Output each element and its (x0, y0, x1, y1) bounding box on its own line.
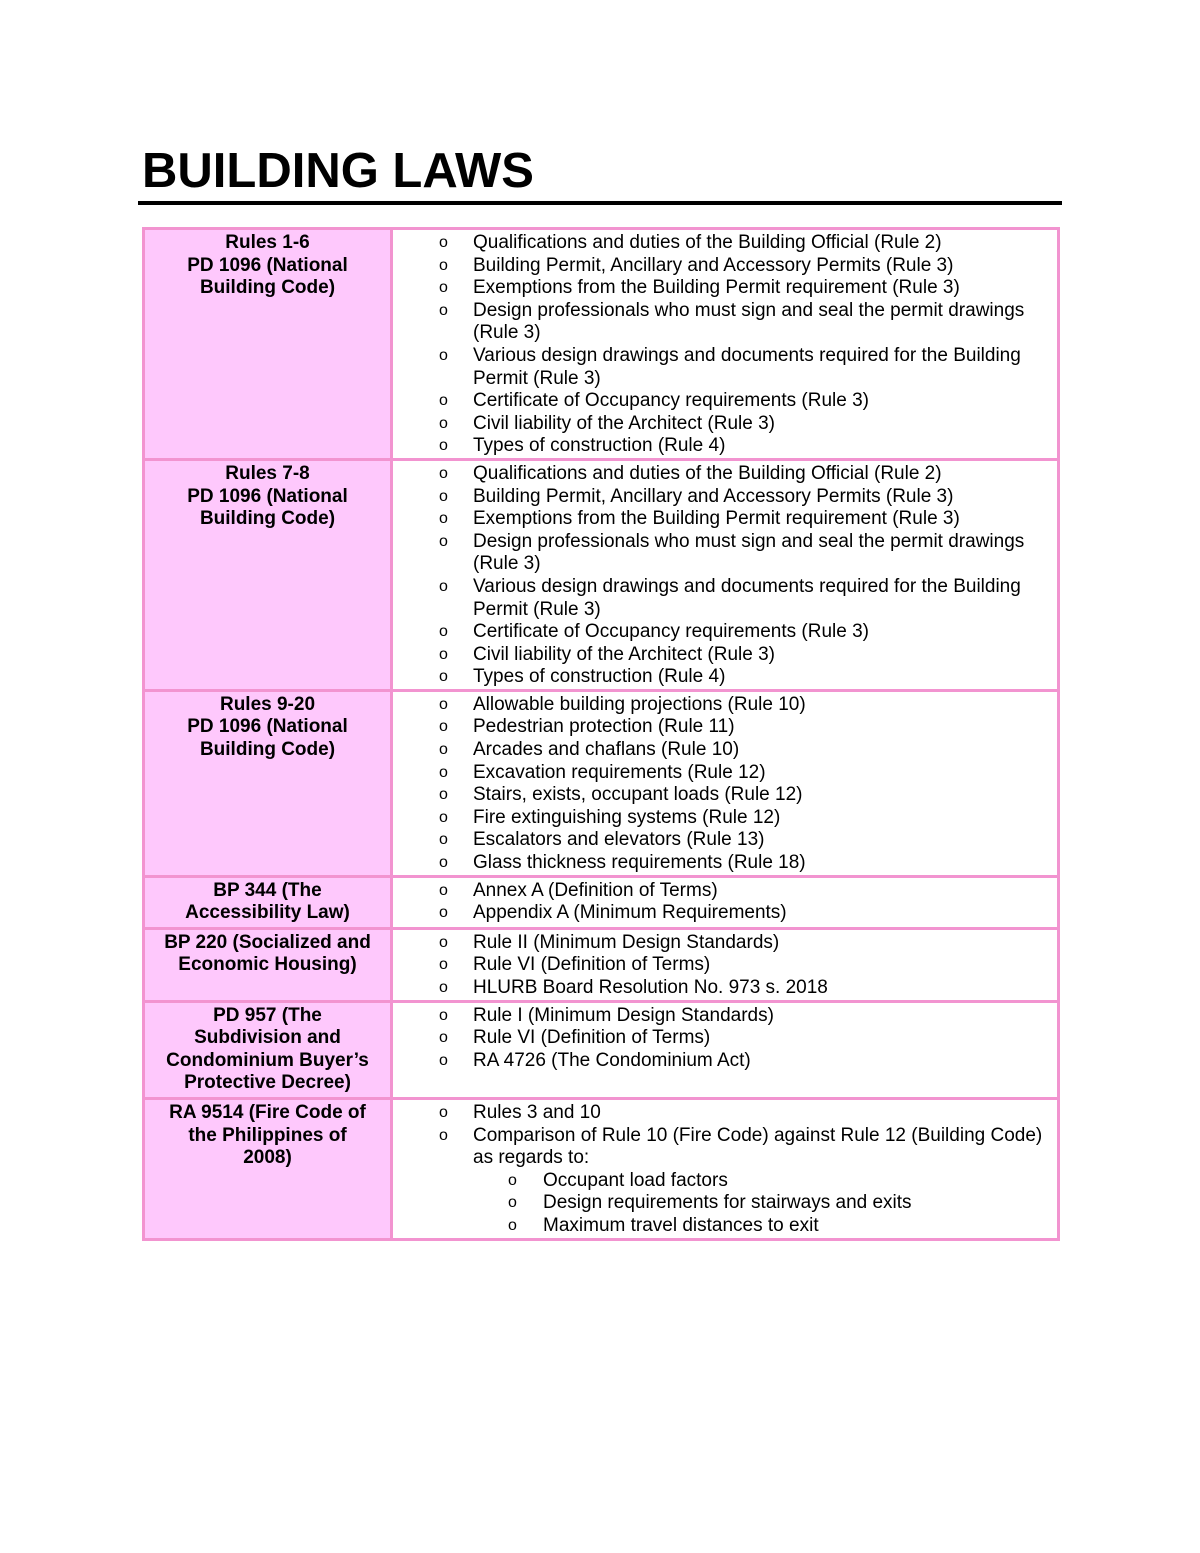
bullet-icon: o (439, 346, 448, 364)
law-name-line: Economic Housing) (178, 954, 357, 976)
topic-item (393, 1027, 1049, 1050)
law-name-line: PD 1096 (National (187, 254, 348, 276)
topics-list (393, 932, 1049, 1000)
law-name-cell (144, 690, 392, 876)
bullet-icon: o (439, 668, 448, 686)
topic-item (393, 345, 1049, 390)
topic-text: Exemptions from the Building Permit requirement (Rule 3) (473, 277, 960, 299)
topic-text: Building Permit, Ancillary and Accessory Permits (Rule 3) (473, 254, 954, 276)
bullet-icon: o (439, 256, 448, 274)
bullet-icon: o (439, 645, 448, 663)
bullet-icon: o (439, 786, 448, 804)
law-name-line: Accessibility Law) (185, 902, 350, 924)
topics-list (393, 880, 1049, 925)
topics-list (393, 1005, 1049, 1073)
bullet-icon: o (439, 234, 448, 251)
bullet-icon: o (439, 464, 448, 482)
topic-text: Civil liability of the Architect (Rule 3) (473, 412, 775, 434)
topic-item (393, 954, 1049, 977)
bullet-icon: o (439, 623, 448, 641)
bullet-icon: o (439, 904, 448, 922)
topic-text: Rule VI (Definition of Terms) (473, 954, 711, 976)
page-title: BUILDING LAWS (142, 144, 534, 198)
topics-cell (392, 690, 1059, 876)
topic-text: Qualifications and duties of the Building Official (Rule 2) (473, 232, 942, 253)
topic-item (393, 807, 1049, 830)
topic-item (393, 621, 1049, 644)
topic-text: Fire extinguishing systems (Rule 12) (473, 806, 781, 828)
topic-text: Rule II (Minimum Design Standards) (473, 931, 780, 953)
bullet-icon: o (439, 392, 448, 410)
topics-cell (392, 459, 1059, 690)
law-row (144, 928, 1059, 1001)
law-name-line: BP 220 (Socialized and (164, 931, 371, 953)
law-name-cell (144, 1098, 392, 1239)
topic-text: Excavation requirements (Rule 12) (473, 761, 766, 783)
law-name-line: Building Code) (199, 277, 336, 299)
building-laws-table (142, 227, 1060, 1241)
bullet-icon: o (439, 532, 448, 550)
topic-text: Certificate of Occupancy requirements (Rule 3) (473, 621, 869, 643)
subtopic-text: Design requirements for stairways and exits (543, 1192, 912, 1214)
topic-item (393, 1005, 1049, 1028)
bullet-icon: o (439, 487, 448, 505)
topic-item (393, 762, 1049, 785)
law-row (144, 229, 1059, 460)
topics-list (393, 694, 1049, 875)
bullet-icon: o (439, 414, 448, 432)
topics-cell (392, 876, 1059, 928)
topic-text: Rules 3 and 10 (473, 1101, 601, 1123)
law-row (144, 1001, 1059, 1098)
topics-list (393, 1102, 1049, 1238)
topic-item (393, 232, 1049, 255)
bullet-icon: o (508, 1216, 517, 1234)
topic-item (393, 644, 1049, 667)
bullet-icon: o (439, 577, 448, 595)
bullet-icon: o (439, 1029, 448, 1047)
law-name-line: Building Code) (199, 739, 336, 761)
topic-text: Design professionals who must sign and seal the permit drawings (Rule 3) (473, 530, 1025, 575)
topic-item (393, 1125, 1049, 1238)
topic-text: Exemptions from the Building Permit requirement (Rule 3) (473, 508, 960, 530)
law-name-cell (144, 459, 392, 690)
bullet-icon: o (439, 1051, 448, 1069)
topic-text: Annex A (Definition of Terms) (473, 879, 718, 901)
topics-cell (392, 229, 1059, 460)
bullet-icon: o (439, 1006, 448, 1024)
law-name-line: Building Code) (199, 508, 336, 530)
topic-item (393, 576, 1049, 621)
bullet-icon: o (439, 301, 448, 319)
topic-item (393, 880, 1049, 903)
law-name-line: the Philippines of (188, 1124, 347, 1146)
bullet-icon: o (439, 279, 448, 297)
topic-text: Pedestrian protection (Rule 11) (473, 716, 735, 738)
topic-item (393, 666, 1049, 689)
bullet-icon: o (508, 1194, 517, 1212)
topic-item (393, 1050, 1049, 1073)
topic-text: Types of construction (Rule 4) (473, 435, 726, 457)
topic-item (393, 739, 1049, 762)
bullet-icon: o (439, 510, 448, 528)
title-divider (138, 201, 1062, 205)
law-name-cell (144, 1001, 392, 1098)
topic-text: Stairs, exists, occupant loads (Rule 12) (473, 784, 803, 806)
topic-text: Arcades and chaflans (Rule 10) (473, 739, 740, 761)
topic-item (393, 390, 1049, 413)
subtopics-list (473, 1170, 1049, 1238)
topic-text: Glass thickness requirements (Rule 18) (473, 852, 806, 874)
bullet-icon: o (439, 1126, 448, 1144)
topic-item (393, 300, 1049, 345)
topic-item (393, 716, 1049, 739)
topics-list (393, 232, 1049, 458)
bullet-icon: o (439, 437, 448, 455)
law-row (144, 876, 1059, 928)
subtopic-item (473, 1215, 1049, 1238)
bullet-icon: o (439, 695, 448, 713)
topic-item (393, 463, 1049, 486)
bullet-icon: o (439, 854, 448, 872)
topic-text: Types of construction (Rule 4) (473, 666, 726, 688)
topics-cell (392, 928, 1059, 1001)
topic-item (393, 413, 1049, 436)
law-name-line: 2008) (243, 1147, 292, 1169)
topic-item (393, 784, 1049, 807)
bullet-icon: o (439, 831, 448, 849)
topic-text: Rule I (Minimum Design Standards) (473, 1004, 774, 1026)
law-name-line: PD 957 (The (213, 1004, 322, 1026)
law-name-line: Subdivision and (194, 1027, 341, 1049)
topic-text: RA 4726 (The Condominium Act) (473, 1049, 751, 1071)
topic-text: Appendix A (Minimum Requirements) (473, 902, 787, 924)
topic-item (393, 694, 1049, 717)
law-row (144, 459, 1059, 690)
subtopic-text: Occupant load factors (543, 1169, 728, 1191)
topic-item (393, 902, 1049, 925)
topic-text: Design professionals who must sign and seal the permit drawings (Rule 3) (473, 299, 1025, 344)
law-name-line: Rules 9-20 (219, 693, 316, 715)
topics-list (393, 463, 1049, 689)
topic-text: Escalators and elevators (Rule 13) (473, 829, 765, 851)
topic-text: Civil liability of the Architect (Rule 3) (473, 643, 775, 665)
bullet-icon: o (508, 1171, 517, 1189)
topic-text: Comparison of Rule 10 (Fire Code) against Rule 12 (Building Code) as regards to: (473, 1124, 1043, 1169)
bullet-icon: o (439, 808, 448, 826)
topic-item (393, 977, 1049, 1000)
topic-item (393, 277, 1049, 300)
topic-item (393, 932, 1049, 955)
law-row (144, 1098, 1059, 1239)
topic-item (393, 531, 1049, 576)
law-name-line: Condominium Buyer’s (166, 1049, 369, 1071)
law-name-line: BP 344 (The (213, 879, 322, 901)
topic-item (393, 255, 1049, 278)
topic-text: HLURB Board Resolution No. 973 s. 2018 (473, 977, 828, 998)
topic-text: Certificate of Occupancy requirements (Rule 3) (473, 390, 869, 412)
topic-item (393, 486, 1049, 509)
bullet-icon: o (439, 1103, 448, 1121)
law-name-line: Protective Decree) (184, 1072, 351, 1094)
bullet-icon: o (439, 763, 448, 781)
subtopic-item (473, 1170, 1049, 1193)
topic-text: Allowable building projections (Rule 10) (473, 693, 806, 715)
topic-item (393, 829, 1049, 852)
topic-item (393, 435, 1049, 458)
topic-item (393, 1102, 1049, 1125)
topic-text: Qualifications and duties of the Building Official (Rule 2) (473, 462, 942, 484)
topics-cell (392, 1098, 1059, 1239)
law-name-line: Rules 1-6 (225, 232, 310, 253)
topic-text: Rule VI (Definition of Terms) (473, 1027, 711, 1049)
law-name-line: PD 1096 (National (187, 485, 348, 507)
law-name-cell (144, 229, 392, 460)
bullet-icon: o (439, 956, 448, 974)
topic-text: Various design drawings and documents required for the Building Permit (Rule 3) (473, 344, 1021, 389)
law-name-line: RA 9514 (Fire Code of (169, 1101, 366, 1123)
bullet-icon: o (439, 881, 448, 899)
topic-item (393, 852, 1049, 875)
bullet-icon: o (439, 933, 448, 951)
law-row (144, 690, 1059, 876)
law-name-cell (144, 928, 392, 1001)
topic-text: Various design drawings and documents required for the Building Permit (Rule 3) (473, 575, 1021, 620)
law-name-cell (144, 876, 392, 928)
bullet-icon: o (439, 718, 448, 736)
law-name-line: Rules 7-8 (225, 462, 310, 484)
topic-text: Building Permit, Ancillary and Accessory Permits (Rule 3) (473, 485, 954, 507)
bullet-icon: o (439, 979, 448, 996)
subtopic-item (473, 1192, 1049, 1215)
subtopic-text: Maximum travel distances to exit (543, 1214, 819, 1236)
topics-cell (392, 1001, 1059, 1098)
topic-item (393, 508, 1049, 531)
bullet-icon: o (439, 741, 448, 759)
law-name-line: PD 1096 (National (187, 716, 348, 738)
